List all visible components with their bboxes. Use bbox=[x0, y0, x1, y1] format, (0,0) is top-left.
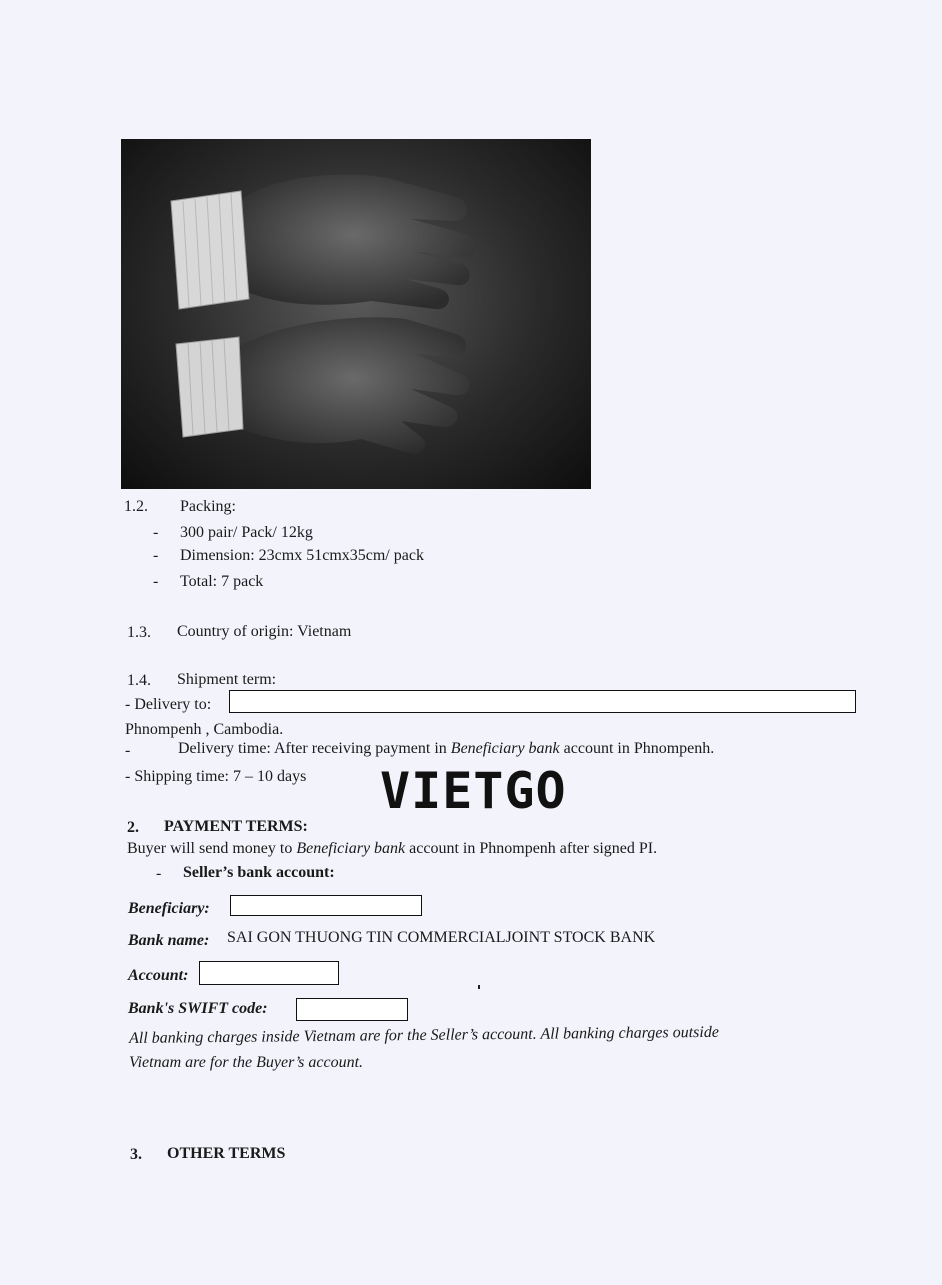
gloves-image bbox=[121, 139, 591, 489]
charges-text-line2: Vietnam are for the Buyer’s account. bbox=[129, 1054, 364, 1071]
bullet-dash: - bbox=[153, 547, 159, 564]
redacted-address bbox=[229, 690, 856, 713]
bullet-dash: - bbox=[153, 524, 159, 541]
shipment-number: 1.4. bbox=[127, 672, 151, 689]
gloves-photo bbox=[121, 139, 591, 489]
top-glove bbox=[171, 174, 476, 309]
redacted-account bbox=[199, 961, 339, 985]
bank-name-value: SAI GON THUONG TIN COMMERCIALJOINT STOCK BANK bbox=[227, 929, 656, 946]
bullet-dash: - bbox=[153, 573, 159, 590]
payment-number: 2. bbox=[127, 819, 139, 836]
payment-line: Buyer will send money to Beneficiary bank account in Phnompenh after signed PI. bbox=[127, 840, 658, 857]
bullet-dash: - bbox=[125, 742, 131, 759]
swift-label: Bank's SWIFT code: bbox=[128, 1000, 268, 1017]
vietgo-watermark: VIETGO bbox=[380, 762, 567, 820]
scan-speck bbox=[478, 985, 480, 989]
shipping-time: - Shipping time: 7 – 10 days bbox=[125, 768, 307, 785]
other-title: OTHER TERMS bbox=[167, 1145, 286, 1162]
redacted-swift bbox=[296, 998, 408, 1021]
packing-item: 300 pair/ Pack/ 12kg bbox=[180, 524, 313, 541]
bottom-glove bbox=[176, 317, 470, 453]
delivery-city: Phnompenh , Cambodia. bbox=[125, 721, 284, 738]
other-number: 3. bbox=[130, 1146, 142, 1163]
shipment-title: Shipment term: bbox=[177, 671, 277, 688]
delivery-time: Delivery time: After receiving payment in Beneficiary bank account in Phnompenh. bbox=[178, 740, 715, 757]
account-label: Account: bbox=[128, 967, 189, 984]
delivery-label: - Delivery to: bbox=[125, 696, 212, 713]
packing-title: Packing: bbox=[180, 498, 236, 515]
bank-account-header: Seller’s bank account: bbox=[183, 864, 335, 881]
packing-item: Total: 7 pack bbox=[180, 573, 264, 590]
origin-text: Country of origin: Vietnam bbox=[177, 623, 352, 640]
payment-title: PAYMENT TERMS: bbox=[164, 818, 308, 835]
bullet-dash: - bbox=[156, 865, 162, 882]
beneficiary-label: Beneficiary: bbox=[128, 900, 210, 917]
charges-text-line1: All banking charges inside Vietnam are for the Seller’s account. All banking charges outside bbox=[128, 1023, 719, 1047]
packing-number: 1.2. bbox=[124, 498, 148, 515]
packing-item: Dimension: 23cmx 51cmx35cm/ pack bbox=[180, 547, 424, 564]
origin-number: 1.3. bbox=[127, 624, 151, 641]
bank-name-label: Bank name: bbox=[128, 932, 210, 949]
redacted-beneficiary bbox=[230, 895, 422, 916]
